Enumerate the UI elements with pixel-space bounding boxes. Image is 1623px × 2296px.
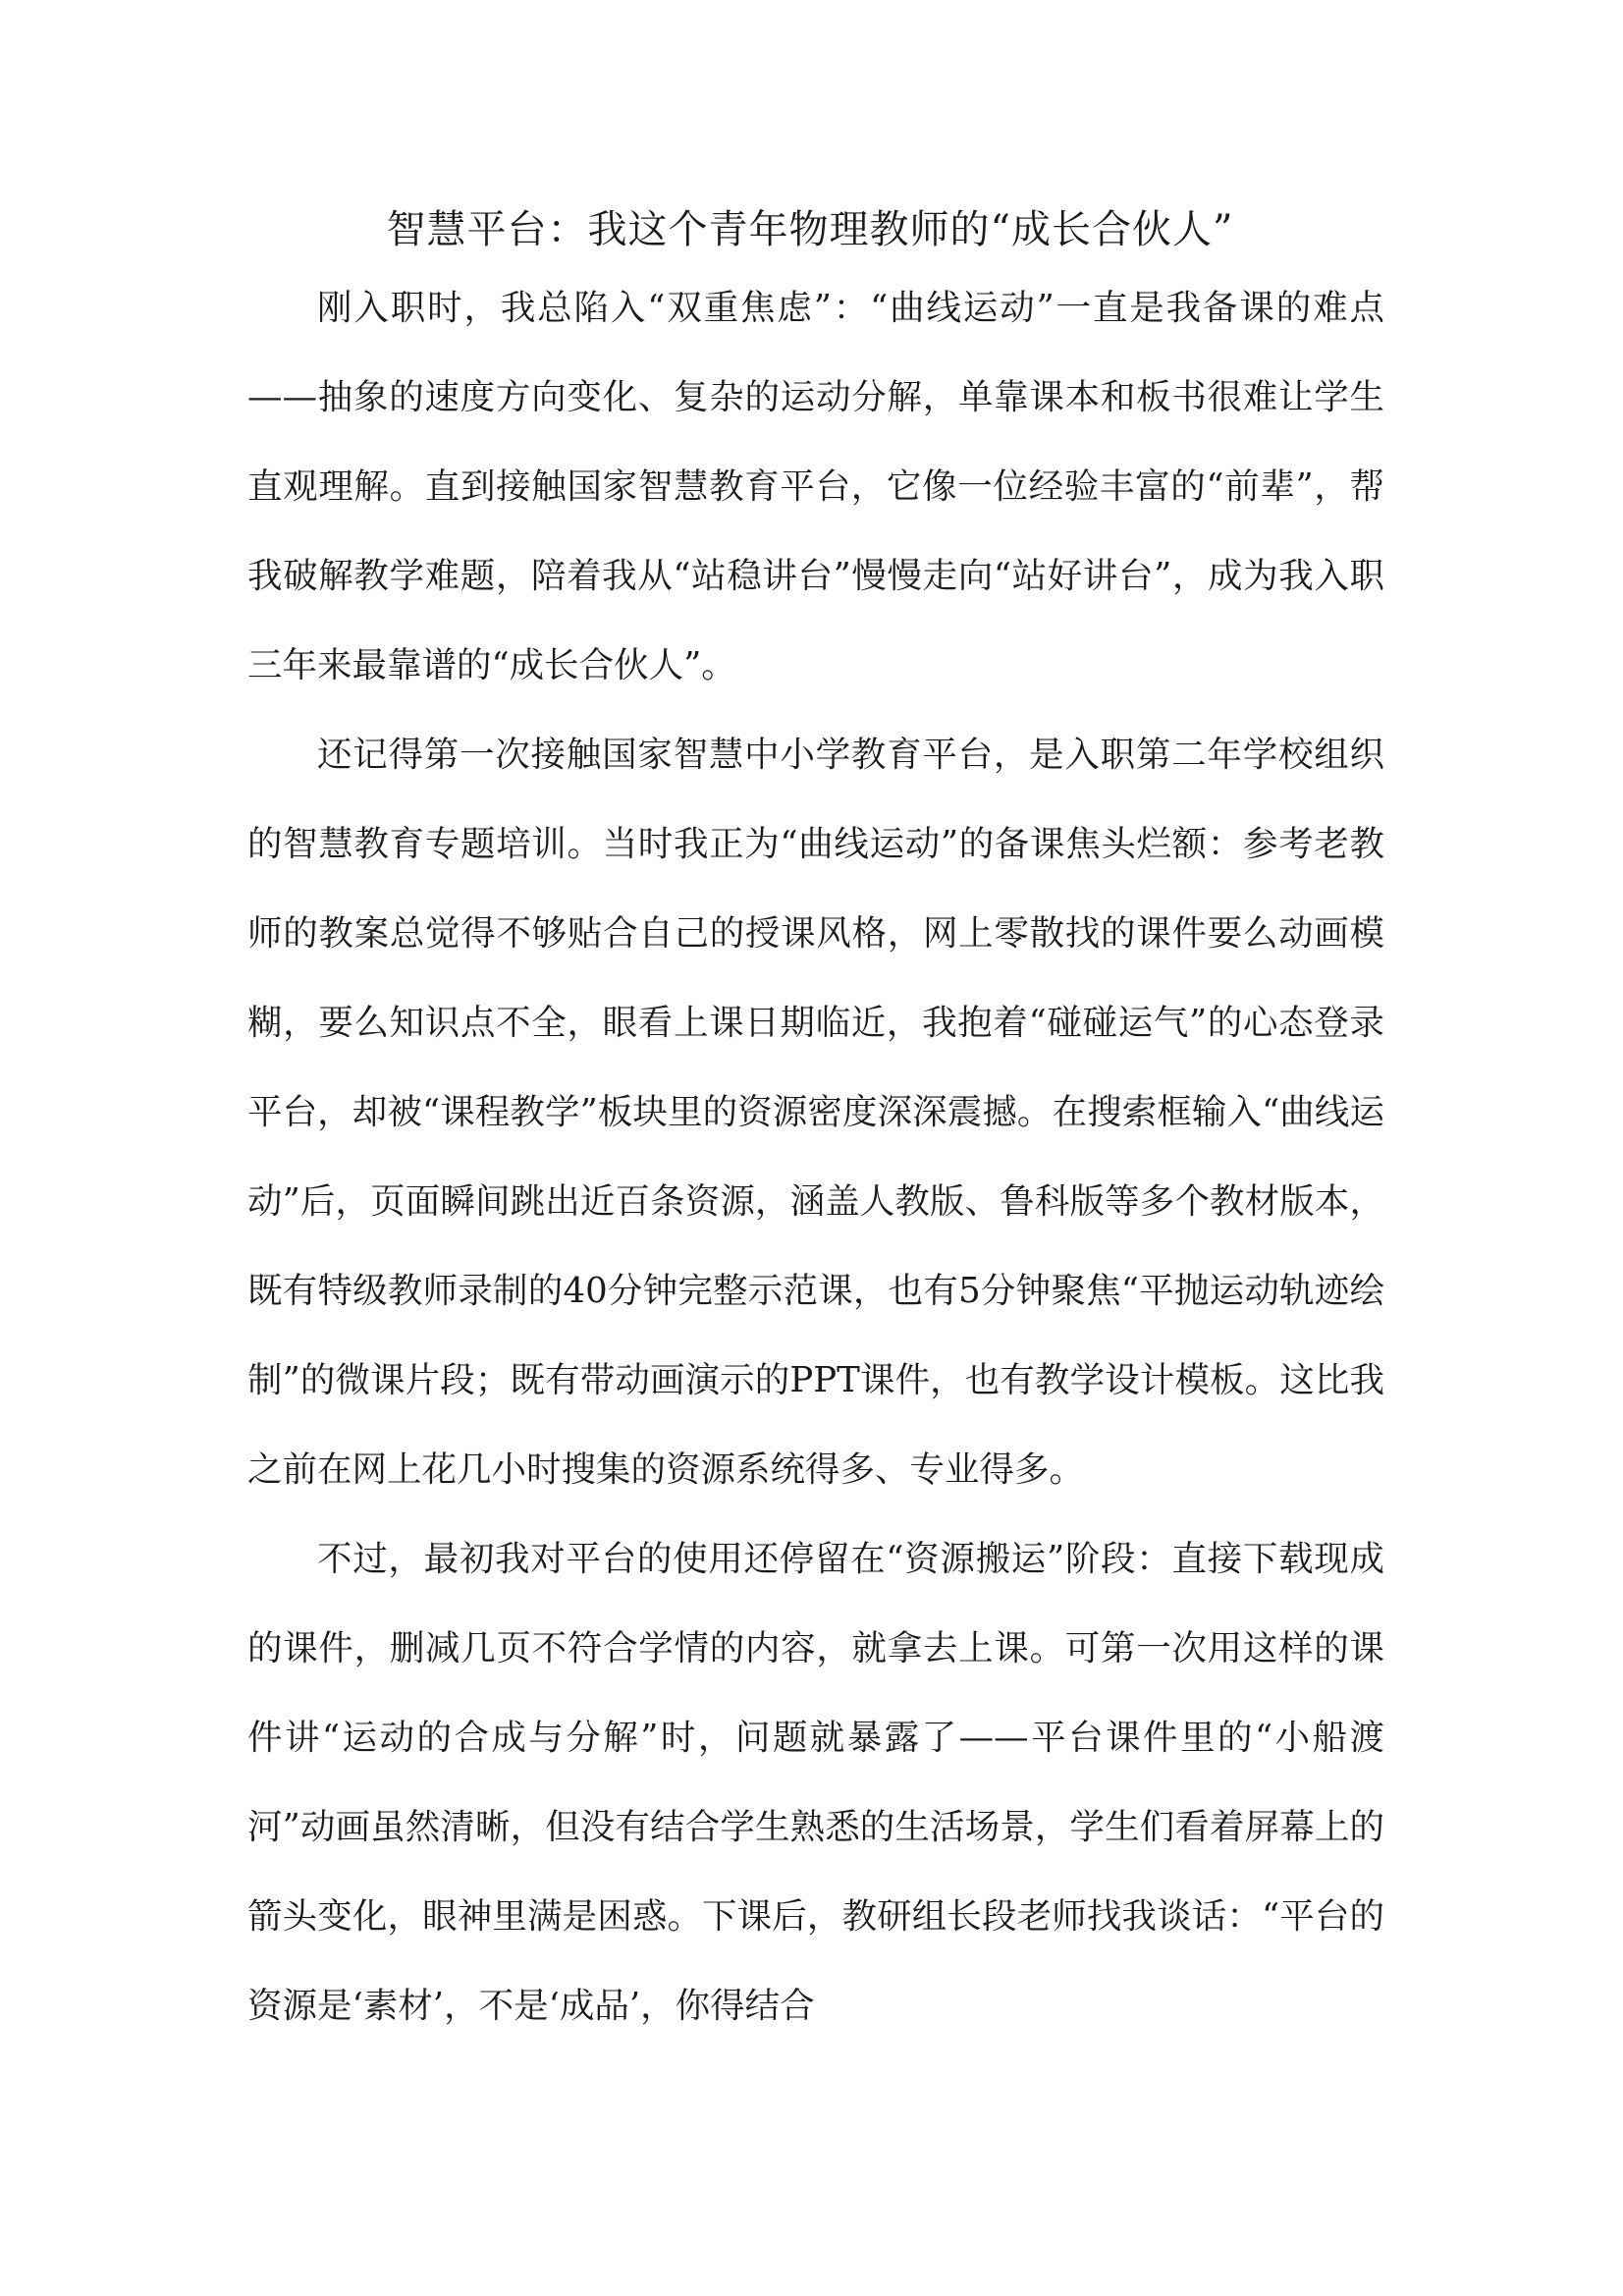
document-body (247, 263, 1384, 2050)
paragraph-1: 刚入职时，我总陷入“双重焦虑”：“曲线运动”一直是我备课的难点——抽象的速度方向变化、复杂的运动分解，单靠课本和板书很难让学生直观理解。直到接触国家智慧教育平台，它像一位经验丰富的“前辈”，帮我破解教学难题，陪着我从“站稳讲台”慢慢走向“站好讲台”，成为我入职三年来最靠谱的“成长合伙人”。 (247, 288, 1384, 685)
paragraph-3: 不过，最初我对平台的使用还停留在“资源搬运”阶段：直接下载现成的课件，删减几页不符合学情的内容，就拿去上课。可第一次用这样的课件讲“运动的合成与分解”时，问题就暴露了——平台课件里的“小船渡河”动画虽然清晰，但没有结合学生熟悉的生活场景，学生们看着屏幕上的箭头变化，眼神里满是困惑。下课后，教研组长段老师找我谈话：“平台的资源是‘素材’，不是‘成品’，你得结合 (247, 1539, 1384, 2026)
document-title: 智慧平台：我这个青年物理教师的“成长合伙人” (386, 207, 1234, 252)
paragraph-2: 还记得第一次接触国家智慧中小学教育平台，是入职第二年学校组织的智慧教育专题培训。当时我正为“曲线运动”的备课焦头烂额：参考老教师的教案总觉得不够贴合自己的授课风格，网上零散找的课件要么动画模糊，要么知识点不全，眼看上课日期临近，我抱着“碰碰运气”的心态登录平台，却被“课程教学”板块里的资源密度深深震撼。在搜索框输入“曲线运动”后，页面瞬间跳出近百条资源，涵盖人教版、鲁科版等多个教材版本，既有特级教师录制的40分钟完整示范课，也有5分钟聚焦“平抛运动轨迹绘制”的微课片段；既有带动画演示的PPT课件，也有教学设计模板。这比我之前在网上花几小时搜集的资源系统得多、专业得多。 (247, 735, 1384, 1490)
